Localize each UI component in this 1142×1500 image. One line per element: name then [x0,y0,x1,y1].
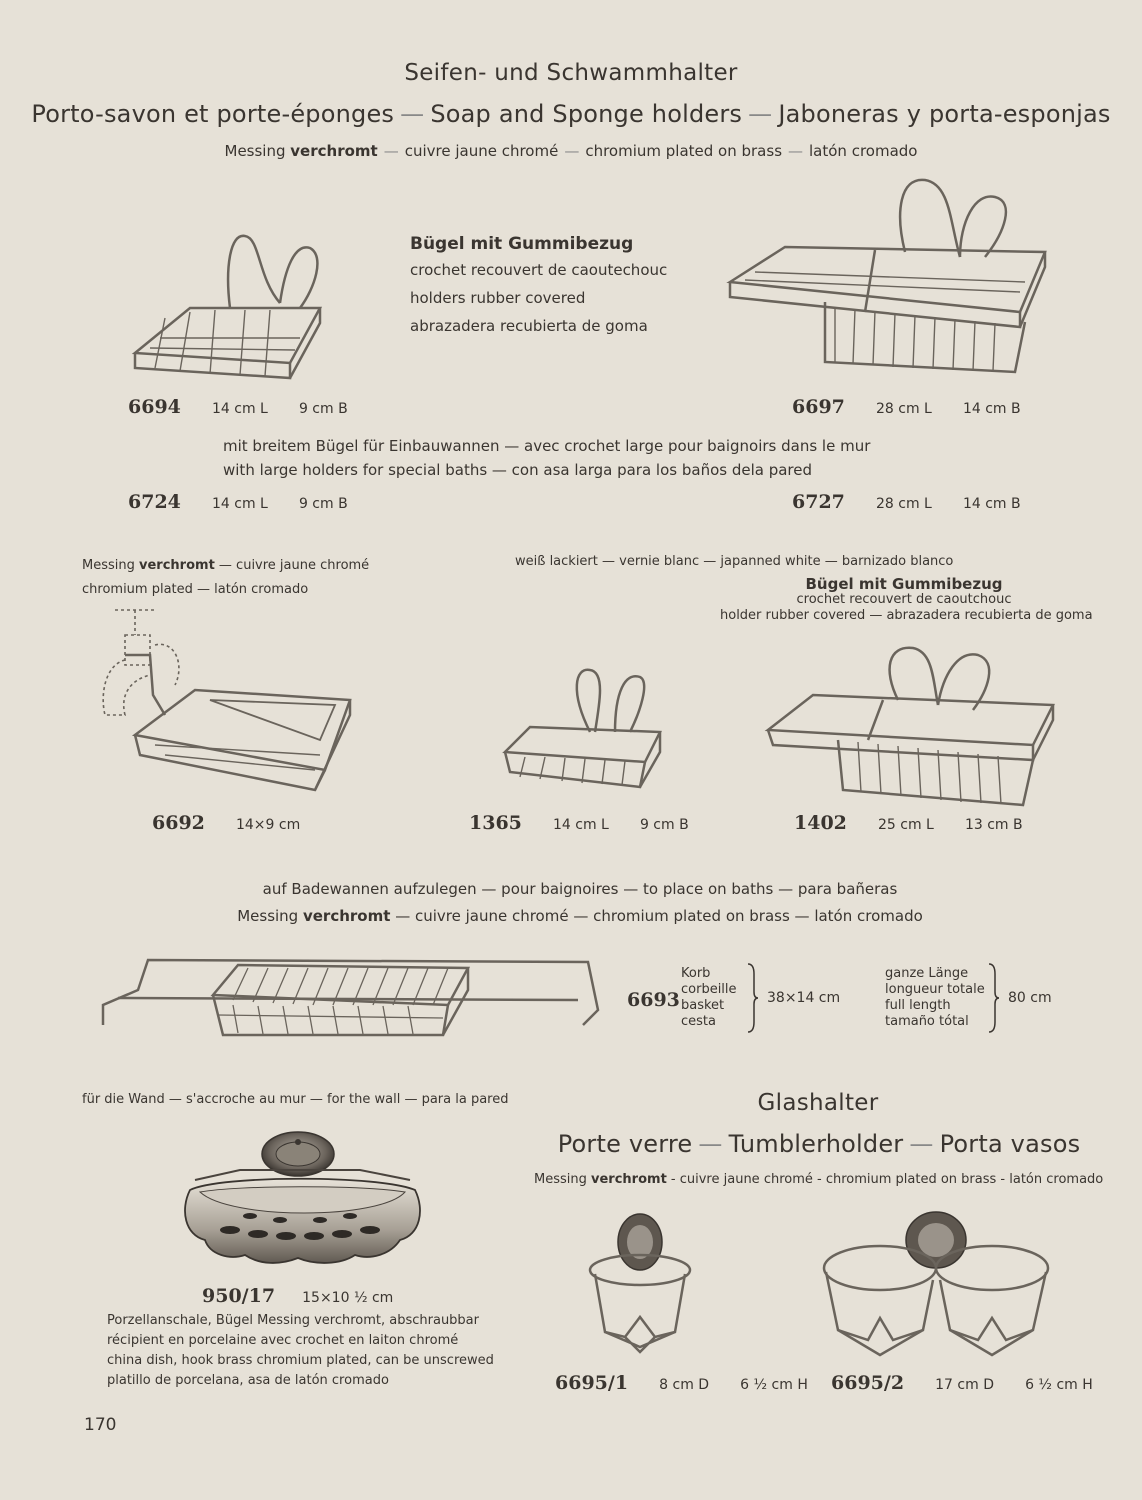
dash: — [564,142,580,160]
item-number: 1402 [794,812,847,834]
item-height: 6 ½ cm H [740,1377,808,1393]
soap-holder-1402-illustration [763,640,1063,810]
item-diameter: 8 cm D [659,1377,710,1393]
material-fr: — cuivre jaune chromé [218,558,370,573]
material-line [0,142,1142,160]
material-de: Messing [224,142,286,160]
rubber-es: abrazadera recubierta de goma [410,317,648,335]
brace-icon [987,962,999,1034]
item-number: 950/17 [202,1285,276,1307]
rubber-fr: crochet recouvert de caoutechouc [410,261,668,279]
rubber-en: holders rubber covered [410,289,586,307]
basket-en: basket [681,998,725,1013]
item-length: 14 cm L [211,401,268,417]
item-6693-number: 6693 [627,989,680,1011]
item-number: 1365 [469,812,522,834]
left-material-note [82,554,369,602]
material-de-bold: verchromt [290,142,378,160]
item-width: 9 cm B [298,496,348,512]
item-1365-label [469,812,689,834]
bath-rack-note [0,876,1142,930]
soap-holder-1365-illustration [500,662,665,802]
material-de: Messing [82,558,135,573]
porcelain-dish-950-illustration [180,1130,425,1270]
item-length: 28 cm L [875,496,932,512]
glass-title-de: Glashalter [757,1090,879,1116]
item-length: 14 cm L [211,496,268,512]
rubber-title: Bügel mit Gummibezug [410,234,634,254]
soap-holder-6694-illustration [130,228,325,388]
material-de: Messing [534,1172,587,1187]
porcelain-description [107,1311,494,1391]
rubber-fr: crochet recouvert de caoutchouc [796,592,1012,607]
item-66951-label [555,1372,808,1394]
item-length: 14 cm L [552,817,609,833]
length-fr: longueur totale [885,982,985,997]
item-66952-label [831,1372,1093,1394]
item-width: 14 cm B [962,401,1021,417]
rubber-title: Bügel mit Gummibezug [805,575,1003,593]
white-finish-note: weiß lackiert — vernie blanc — japanned white — barnizado blanco [515,554,954,569]
glass-title-en: Tumblerholder [728,1130,904,1158]
soap-holder-6692-illustration [95,605,360,805]
glass-material-line [534,1172,1103,1187]
tumbler-holder-66952-illustration [818,1210,1053,1365]
dash: — [698,1130,723,1158]
page-number: 170 [84,1415,117,1435]
wide-line-1: mit breitem Bügel für Einbauwannen — avec crochet large pour baignoirs dans le mur [223,437,871,455]
length-de: ganze Länge [885,966,969,981]
glass-title-fr: Porte verre [557,1130,693,1158]
item-height: 6 ½ cm H [1025,1377,1093,1393]
basket-es: cesta [681,1014,716,1029]
item-width: 9 cm B [639,817,689,833]
basket-label-list [681,966,737,1030]
item-number: 6695/1 [555,1372,629,1394]
dash: — [400,100,425,128]
soap-holder-6697-illustration [725,172,1055,387]
bath-line-1: auf Badewannen aufzulegen — pour baignoires — to place on baths — para bañeras [262,880,898,898]
glass-title-multilang [534,1130,1104,1158]
length-size: 80 cm [1008,990,1052,1006]
page-title-de: Seifen- und Schwammhalter [404,60,738,86]
dash: — [909,1130,934,1158]
desc-es: platillo de porcelana, asa de latón cromado [107,1373,389,1388]
dash: — [748,100,773,128]
item-length: 25 cm L [877,817,934,833]
item-6697-label [792,396,1021,418]
item-size: 14×9 cm [235,817,301,833]
item-6724-label [128,491,348,513]
dash: — [383,142,399,160]
length-label-list [885,966,985,1030]
item-number: 6727 [792,491,845,513]
desc-en: china dish, hook brass chromium plated, can be unscrewed [107,1353,494,1368]
material-de-bold: verchromt [591,1172,667,1187]
tumbler-holder-66951-illustration [585,1212,695,1362]
item-diameter: 17 cm D [935,1377,994,1393]
material-de-bold: verchromt [139,558,215,573]
material-de-bold: verchromt [302,907,391,925]
item-1402-label [794,812,1023,834]
page-title-multilang [0,100,1142,128]
wall-note: für die Wand — s'accroche au mur — for the wall — para la pared [82,1092,509,1107]
material-other: — cuivre jaune chromé — chromium plated on brass — latón cromado [395,907,923,925]
length-es: tamaño tótal [885,1014,969,1029]
material-fr: cuivre jaune chromé [404,142,559,160]
item-950-label [202,1285,393,1307]
rubber-en-es: holder rubber covered — abrazadera recubierta de goma [720,608,1093,623]
wide-line-2: with large holders for special baths — con asa larga para los baños dela pared [223,461,813,479]
item-width: 9 cm B [298,401,348,417]
brace-icon [746,962,758,1034]
material-de: Messing [237,907,299,925]
item-6692-label [152,812,300,834]
glass-title-es: Porta vasos [939,1130,1081,1158]
title-fr: Porto-savon et porte-éponges [31,100,395,128]
item-number: 6694 [128,396,181,418]
material-en-es: chromium plated — latón cromado [82,582,309,597]
item-number: 6695/2 [831,1372,905,1394]
dash: — [788,142,804,160]
item-width: 14 cm B [962,496,1021,512]
length-en: full length [885,998,951,1013]
wide-holder-note [223,434,870,482]
item-width: 13 cm B [964,817,1023,833]
item-length: 28 cm L [875,401,932,417]
desc-de: Porzellanschale, Bügel Messing verchromt, abschraubbar [107,1313,479,1328]
desc-fr: récipient en porcelaine avec crochet en laiton chromé [107,1333,459,1348]
rubber-block [410,234,667,340]
item-number: 6692 [152,812,205,834]
bath-rack-6693-illustration [98,950,603,1040]
item-number: 6724 [128,491,181,513]
white-rubber-block [720,575,1093,624]
item-6727-label [792,491,1021,513]
title-es: Jaboneras y porta-esponjas [778,100,1111,128]
item-size: 15×10 ½ cm [302,1290,394,1306]
material-other: - cuivre jaune chromé - chromium plated on brass - latón cromado [670,1172,1104,1187]
item-number: 6697 [792,396,845,418]
basket-de: Korb [681,966,711,981]
title-en: Soap and Sponge holders [430,100,743,128]
item-6694-label [128,396,348,418]
material-es: latón cromado [809,142,918,160]
basket-fr: corbeille [681,982,737,997]
basket-size: 38×14 cm [767,990,841,1006]
material-en: chromium plated on brass [585,142,783,160]
